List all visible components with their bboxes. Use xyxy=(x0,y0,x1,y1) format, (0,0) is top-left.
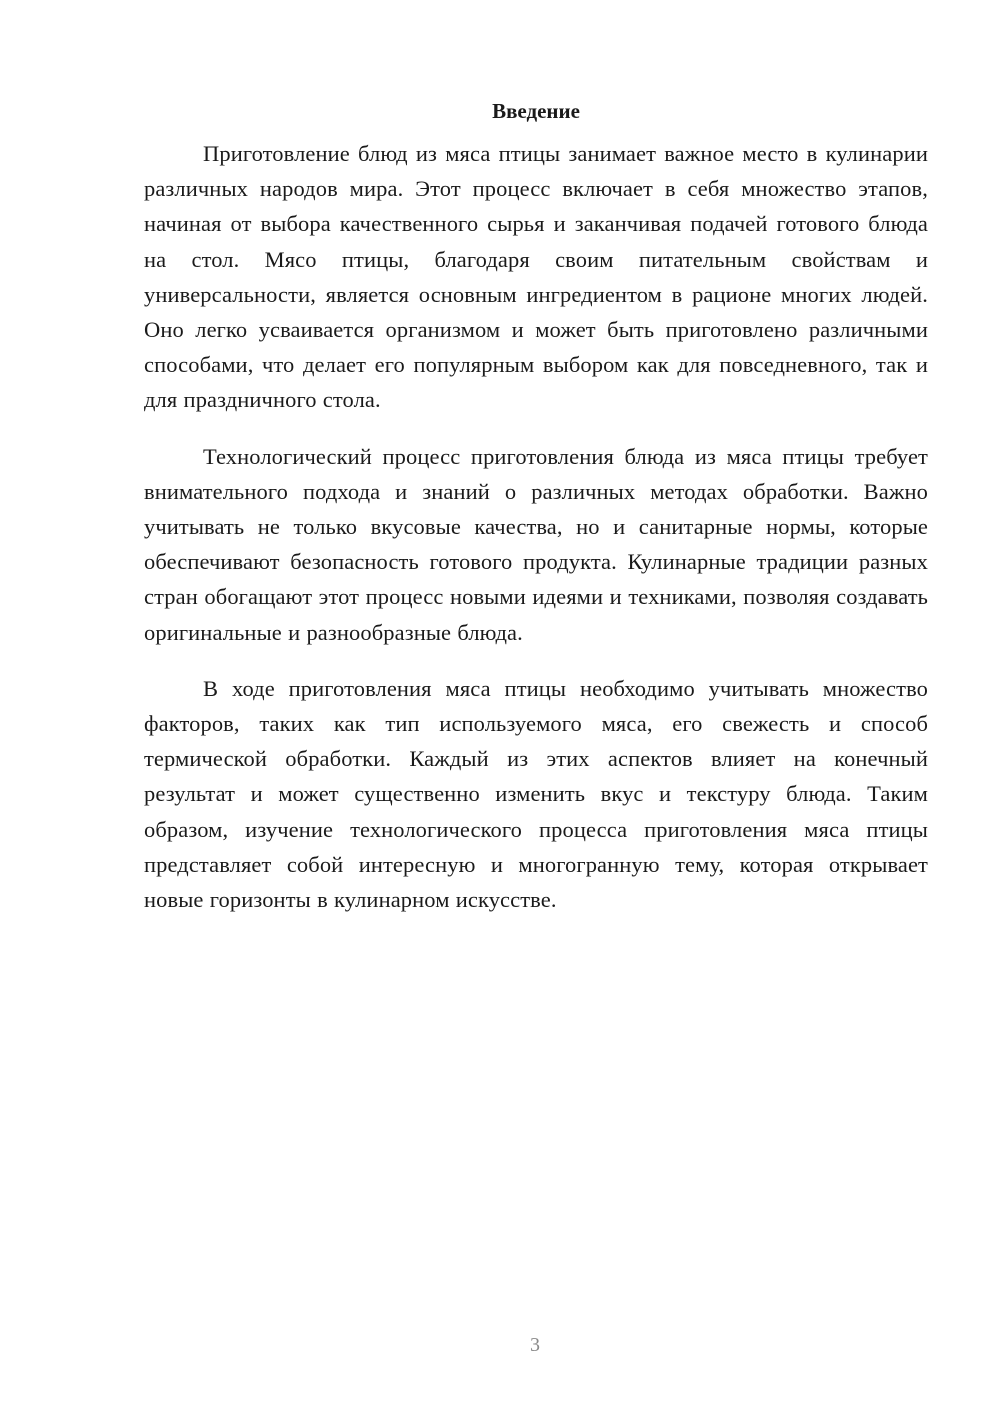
paragraph-2: Технологический процесс приготовления блюда из мяса птицы требует внимательного подхода и знаний о различных методах обработки. Важно учитывать не только вкусовые качества, но и санитарные нормы, которые обеспечивают безопасность готового продукта. Кулинарные традиции разных стран обогащают этот процесс новыми идеями и техниками, позволяя создавать оригинальные и разнообразные блюда. xyxy=(144,443,928,645)
paragraph-1: Приготовление блюд из мяса птицы занимает важное место в кулинарии различных народов мира. Этот процесс включает в себя множество этапов, начиная от выбора качественного сырья и заканчивая подачей готового блюда на стол. Мясо птицы, благодаря своим питательным свойствам и универсальности, является основным ингредиентом в рационе многих людей. Оно легко усваивается организмом и может быть приготовлено различными способами, что делает его популярным выбором как для повседневного, так и для праздничного стола. xyxy=(144,141,928,413)
paragraph-3: В ходе приготовления мяса птицы необходимо учитывать множество факторов, таких как тип используемого мяса, его свежесть и способ термической обработки. Каждый из этих аспектов влияет на конечный результат и может существенно изменить вкус и текстуру блюда. Таким образом, изучение технологического процесса приготовления мяса птицы представляет собой интересную и многогранную тему, которая открывает новые горизонты в кулинарном искусстве. xyxy=(144,675,928,913)
page-content xyxy=(144,96,928,938)
section-heading: Введение xyxy=(492,99,580,123)
page-number: 3 xyxy=(530,1334,540,1356)
